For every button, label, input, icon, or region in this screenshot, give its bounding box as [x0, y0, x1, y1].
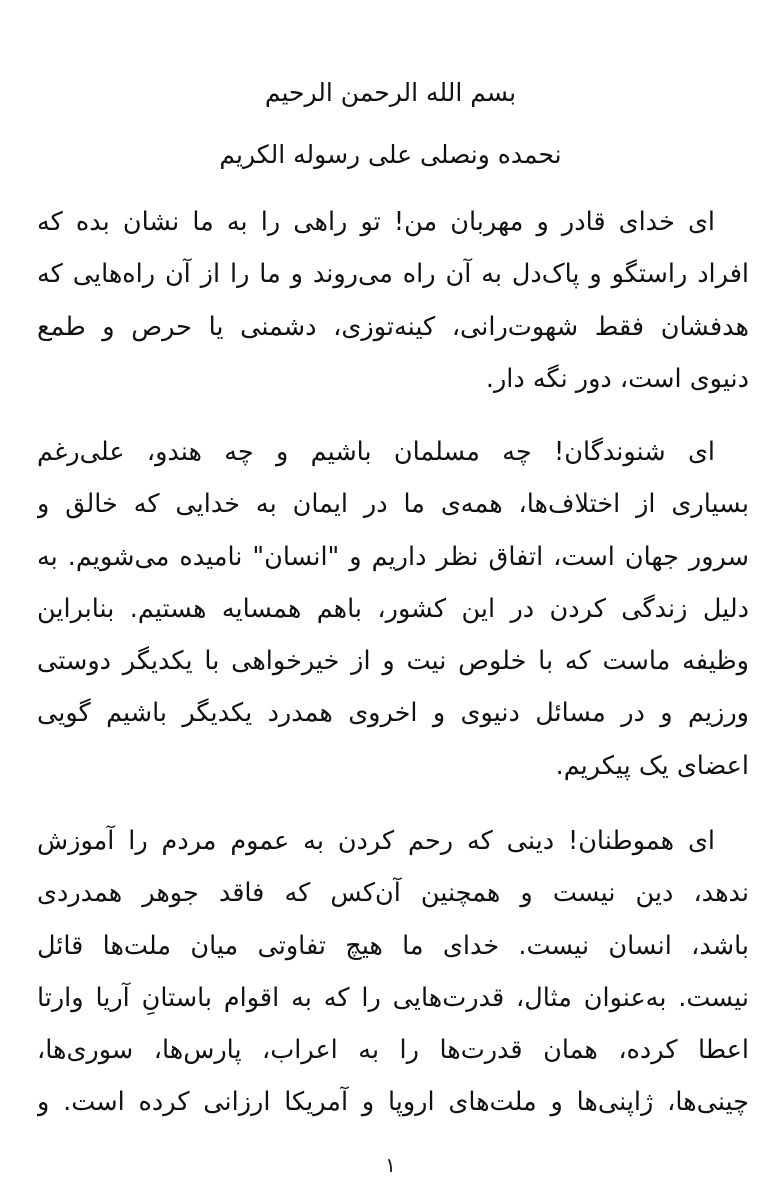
- paragraph-line: باشد، انسان نیست. خدای ما هیچ تفاوتی میان ملت‌ها قائل: [37, 930, 749, 961]
- paragraph-line: اعطا کرده، همان قدرت‌ها را به اعراب، پارس‌ها، سوری‌ها،: [37, 1035, 749, 1066]
- paragraph-line: افراد راستگو و پاک‌دل به آن راه می‌روند و ما را از آن راه‌هایی که: [37, 259, 749, 290]
- paragraph-line: ای شنوندگان! چه مسلمان باشیم و چه هندو، علی‌رغم: [37, 437, 715, 467]
- paragraph-line: نیست. به‌عنوان مثال، قدرت‌هایی را که به اقوام باستانِ آریا وارتا: [37, 982, 749, 1013]
- paragraph-1: [37, 196, 749, 405]
- paragraph-3: [37, 815, 749, 1129]
- paragraph-line: ای خدای قادر و مهربان من! تو راهی را به ما نشان بده که: [37, 207, 715, 237]
- paragraph-line: چینی‌ها، ژاپنی‌ها و ملت‌های اروپا و آمریکا ارزانی کرده است. و: [37, 1087, 749, 1118]
- paragraph-line: وظیفه ماست که با خلوص نیت و از خیرخواهی با یکدیگر دوستی: [37, 646, 749, 677]
- paragraph-line: ای هموطنان! دینی که رحم کردن به عموم مردم را آموزش: [37, 826, 715, 856]
- paragraph-line: سرور جهان است، اتفاق نظر داریم و "انسان" نامیده می‌شویم. به: [37, 541, 749, 572]
- paragraph-line: ورزیم و در مسائل دنیوی و اخروی همدرد یکدیگر باشیم گویی: [37, 698, 749, 729]
- paragraph-line: دنیوی است، دور نگه دار.: [485, 363, 749, 394]
- paragraph-line: هدفشان فقط شهوت‌رانی، کینه‌توزی، دشمنی یا حرص و طمع: [37, 311, 749, 342]
- paragraph-line: ندهد، دین نیست و همچنین آن‌کس که فاقد جوهر همدردی: [37, 878, 749, 909]
- paragraph-line: دلیل زندگی کردن در این کشور، باهم همسایه هستیم. بنابراین: [37, 593, 749, 624]
- basmala-heading: بسم الله الرحمن الرحیم: [264, 78, 517, 107]
- page-number: ۱: [385, 1153, 396, 1177]
- paragraph-line: اعضای یک پیکریم.: [555, 750, 749, 781]
- paragraph-2: [37, 426, 749, 792]
- praise-heading: نحمده ونصلی علی رسوله الکریم: [219, 140, 562, 169]
- paragraph-line: بسیاری از اختلاف‌ها، همه‌ی ما در ایمان به خدایی که خالق و: [37, 489, 749, 520]
